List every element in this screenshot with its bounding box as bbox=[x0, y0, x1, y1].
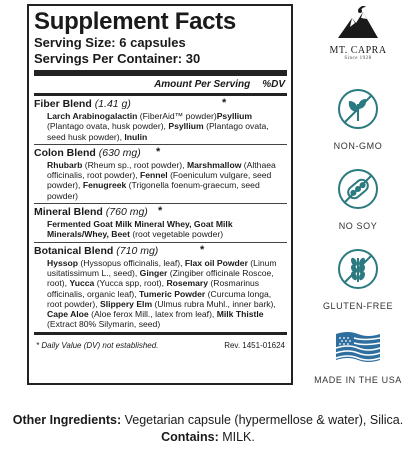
ingredient-name: Inulin bbox=[124, 131, 148, 142]
ingredient-name: Fenugreek bbox=[82, 180, 127, 191]
facts-title: Supplement Facts bbox=[34, 8, 236, 35]
blend-ingredients bbox=[34, 111, 287, 142]
ingredient-detail: (Rosmarinus officinalis, organic leaf), bbox=[47, 278, 260, 299]
serving-size: Serving Size: 6 capsules bbox=[34, 35, 186, 50]
badge-label: MADE IN THE USA bbox=[314, 375, 402, 385]
revision-code: Rev. 1451-01624 bbox=[224, 340, 285, 350]
badge-label: NON-GMO bbox=[333, 141, 383, 151]
dv-star: * bbox=[156, 145, 161, 158]
badge-label: NO SOY bbox=[338, 221, 378, 231]
ingredient-name: Rosemary bbox=[166, 278, 208, 289]
ingredient-detail: (Hyssopus officinalis, leaf), bbox=[78, 257, 185, 268]
blend-header bbox=[34, 245, 287, 258]
ingredient-name: Milk Thistle bbox=[216, 309, 264, 320]
ingredient-detail: (Aloe ferox Mill., latex from leaf), bbox=[88, 309, 217, 320]
gluten-free-icon bbox=[337, 248, 379, 290]
non-gmo-icon bbox=[337, 88, 379, 130]
ingredient-name: Psyllium bbox=[216, 111, 253, 121]
amount-header: Amount Per Serving bbox=[154, 79, 251, 90]
ingredient-detail: (Yucca spp, root), bbox=[94, 278, 167, 289]
blend-name: Colon Blend bbox=[34, 146, 96, 159]
blend-header bbox=[34, 147, 287, 160]
facts-footer bbox=[34, 335, 287, 351]
dv-star: * bbox=[158, 205, 163, 218]
contains-text: MILK. bbox=[218, 430, 255, 444]
ingredient-detail: (Trigonella foenum-graecum, seed powder) bbox=[47, 180, 260, 201]
ingredient-name: Hyssop bbox=[47, 257, 79, 268]
ingredient-detail: (Foeniculum vulgare, seed powder), bbox=[47, 170, 272, 191]
blend-section bbox=[34, 96, 287, 144]
ingredient-detail: (Extract 80% Silymarin, seed) bbox=[47, 319, 161, 330]
blend-header bbox=[34, 206, 287, 219]
ingredient-name: Ginger bbox=[139, 267, 168, 278]
badge-no-soy bbox=[312, 168, 404, 232]
ingredient-detail: (Plantago ovata, husk powder), bbox=[47, 121, 169, 132]
blend-section bbox=[34, 145, 287, 203]
blend-ingredients bbox=[34, 160, 287, 201]
contains-label: Contains: bbox=[161, 430, 219, 444]
blend-list bbox=[34, 96, 287, 332]
ingredient-name: Cape Aloe bbox=[47, 309, 89, 320]
blend-section bbox=[34, 243, 287, 332]
ingredient-detail: (Ulmus rubra Muhl., inner bark), bbox=[152, 298, 276, 309]
allergen-contains bbox=[0, 430, 416, 445]
brand-name: MT. CAPRA bbox=[329, 45, 387, 56]
ingredient-detail: (Zingiber officinale Roscoe, root), bbox=[47, 267, 274, 289]
dv-header: %DV bbox=[262, 79, 285, 90]
badge-gluten-free bbox=[312, 248, 404, 312]
ingredient-name: Larch Arabinogalactin bbox=[47, 111, 138, 121]
blend-name: Fiber Blend bbox=[34, 98, 92, 110]
other-ingredients-text: Vegetarian capsule (hypermellose & water), Silica. bbox=[121, 413, 404, 427]
badge-label: GLUTEN-FREE bbox=[322, 301, 394, 311]
blend-section bbox=[34, 204, 287, 242]
divider-thick bbox=[34, 70, 287, 76]
blend-name: Botanical Blend bbox=[34, 244, 114, 257]
blend-amount: (710 mg) bbox=[116, 244, 159, 257]
other-ingredients bbox=[0, 413, 416, 428]
mountain-goat-icon bbox=[336, 4, 380, 40]
blend-amount: (630 mg) bbox=[98, 146, 141, 159]
ingredient-name: Goat Milk Minerals/Whey, Beet bbox=[47, 219, 233, 240]
ingredient-detail: (Linum usitatissimum L., seed), bbox=[47, 257, 277, 278]
servings-per-container: Servings Per Container: 30 bbox=[34, 51, 201, 66]
ingredient-name: Fennel bbox=[139, 170, 168, 181]
ingredient-detail: (Plantago ovata, seed husk powder), bbox=[47, 121, 269, 142]
ingredient-name: Yucca bbox=[69, 278, 95, 289]
badge-non-gmo bbox=[312, 88, 404, 152]
blend-amount: (1.41 g) bbox=[94, 98, 131, 110]
ingredient-name: Marshmallow bbox=[186, 159, 242, 170]
blend-ingredients bbox=[34, 258, 287, 330]
dv-footnote: * Daily Value (DV) not established. bbox=[36, 340, 159, 350]
brand-logo bbox=[313, 4, 403, 62]
amount-header-row bbox=[34, 77, 287, 93]
blend-name: Mineral Blend bbox=[34, 206, 103, 219]
blend-ingredients bbox=[34, 219, 287, 240]
supplement-facts-panel bbox=[27, 4, 293, 385]
blend-amount: (760 mg) bbox=[105, 206, 148, 219]
usa-flag-icon bbox=[334, 330, 382, 364]
ingredient-detail: (FiberAid™ powder) bbox=[137, 111, 217, 121]
blend-header bbox=[34, 98, 287, 111]
ingredient-detail: (root vegetable powder) bbox=[129, 229, 224, 240]
other-ingredients-label: Other Ingredients: bbox=[12, 413, 122, 427]
ingredient-name: Tumeric Powder bbox=[139, 288, 206, 299]
brand-since: Since 1928 bbox=[344, 56, 372, 61]
dv-star: * bbox=[222, 97, 227, 109]
ingredient-detail: (Curcuma longa, root powder), bbox=[47, 288, 272, 309]
ingredient-detail: (Rheum sp., root powder), bbox=[82, 159, 187, 170]
no-soy-icon bbox=[337, 168, 379, 210]
ingredient-detail: (Althaea officinalis, root powder), bbox=[47, 159, 276, 181]
ingredient-name: Rhubarb bbox=[47, 159, 83, 170]
ingredient-name: Psyllium bbox=[168, 121, 204, 132]
ingredient-name: Slippery Elm bbox=[100, 298, 153, 309]
ingredient-name: Flax oil Powder bbox=[184, 257, 248, 268]
dv-star: * bbox=[200, 243, 205, 256]
badge-made-in-usa bbox=[312, 330, 404, 386]
ingredient-name: Fermented Goat Milk Mineral Whey, bbox=[47, 219, 192, 230]
